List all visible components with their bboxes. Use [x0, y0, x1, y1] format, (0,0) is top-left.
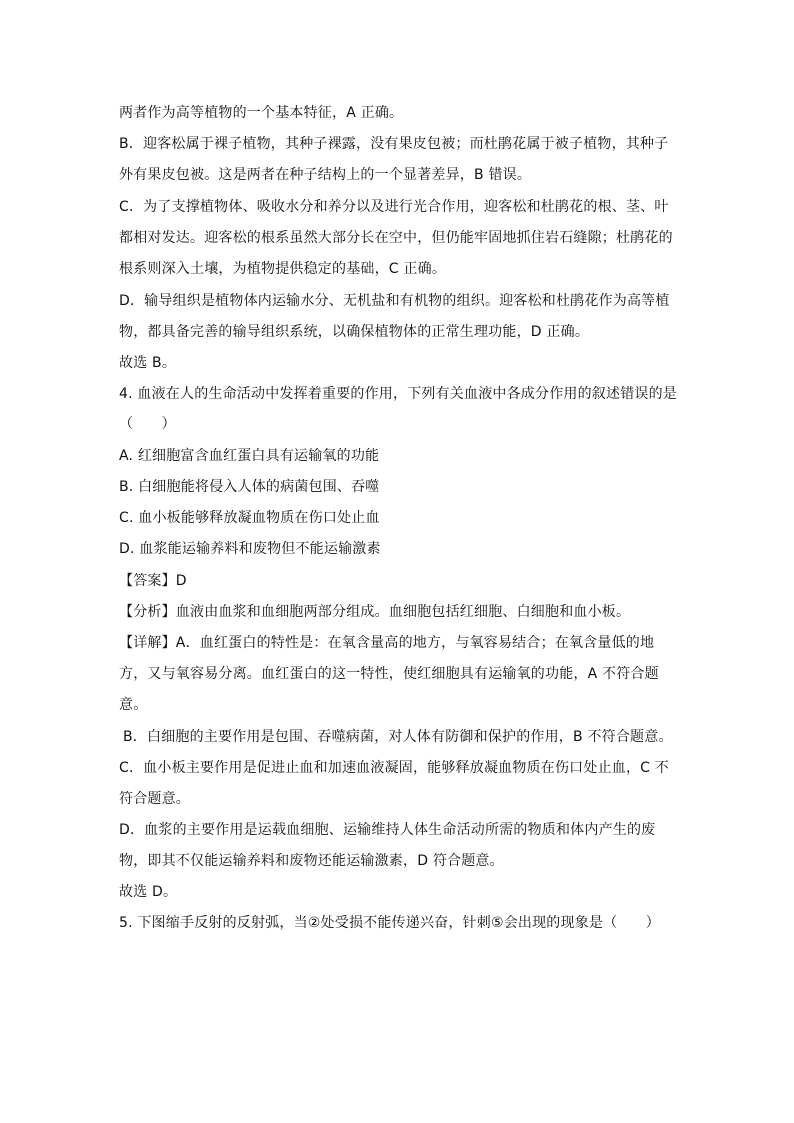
option-b: B. 白细胞能将侵入人体的病菌包围、吞噬: [119, 479, 380, 495]
text-line: 方，又与氧容易分离。血红蛋白的这一特性，使红细胞具有运输氧的功能，A 不符合题: [119, 666, 659, 682]
text-line: 故选 B。: [119, 355, 177, 371]
text-line: C．为了支撑植物体、吸收水分和养分以及进行光合作用，迎客松和杜鹃花的根、茎、叶: [119, 199, 669, 215]
question-4-blank: （ ）: [119, 416, 176, 432]
option-c: C. 血小板能够释放凝血物质在伤口处止血: [119, 510, 380, 526]
option-d: D. 血浆能运输养料和废物但不能运输激素: [119, 541, 381, 557]
text-line: 符合题意。: [119, 791, 190, 807]
analysis-text: 【分析】血液由血浆和血细胞两部分组成。血细胞包括红细胞、白细胞和血小板。: [119, 604, 631, 620]
text-line: 故选 D。: [119, 884, 178, 900]
explanation-text: 【详解】A．血红蛋白的特性是：在氧含量高的地方，与氧容易结合；在氧含量低的地: [119, 635, 655, 651]
answer-label: 【答案】D: [119, 573, 187, 589]
question-4-stem: 4. 血液在人的生命活动中发挥着重要的作用，下列有关血液中各成分作用的叙述错误的是: [119, 386, 678, 402]
text-line: 意。: [119, 697, 148, 713]
text-line: B．白细胞的主要作用是包围、吞噬病菌，对人体有防御和保护的作用，B 不符合题意。: [123, 729, 673, 745]
text-line: D．输导组织是植物体内运输水分、无机盐和有机物的组织。迎客松和杜鹃花作为高等植: [119, 293, 670, 309]
text-line: 都相对发达。迎客松的根系虽然大部分长在空中，但仍能牢固地抓住岩石缝隙；杜鹃花的: [119, 230, 673, 246]
text-line: C．血小板主要作用是促进止血和加速血液凝固，能够释放凝血物质在伤口处止血，C 不: [119, 760, 669, 776]
text-line: 根系则深入土壤，为植物提供稳定的基础，C 正确。: [119, 261, 447, 277]
question-5-stem: 5. 下图缩手反射的反射弧，当②处受损不能传递兴奋，针刺⑤会出现的现象是（ ）: [119, 915, 660, 931]
text-line: 物，即其不仅能运输养料和废物还能运输激素，D 符合题意。: [119, 853, 504, 869]
text-line: 两者作为高等植物的一个基本特征，A 正确。: [119, 105, 404, 121]
text-line: 外有果皮包被。这是两者在种子结构上的一个显著差异，B 错误。: [119, 167, 532, 183]
text-line: 物，都具备完善的输导组织系统，以确保植物体的正常生理功能，D 正确。: [119, 324, 590, 340]
text-line: B．迎客松属于裸子植物，其种子裸露，没有果皮包被；而杜鹃花属于被子植物，其种子: [119, 136, 669, 152]
text-line: D．血浆的主要作用是运载血细胞、运输维持人体生命活动所需的物质和体内产生的废: [119, 822, 656, 838]
option-a: A. 红细胞富含血红蛋白具有运输氧的功能: [119, 448, 380, 464]
